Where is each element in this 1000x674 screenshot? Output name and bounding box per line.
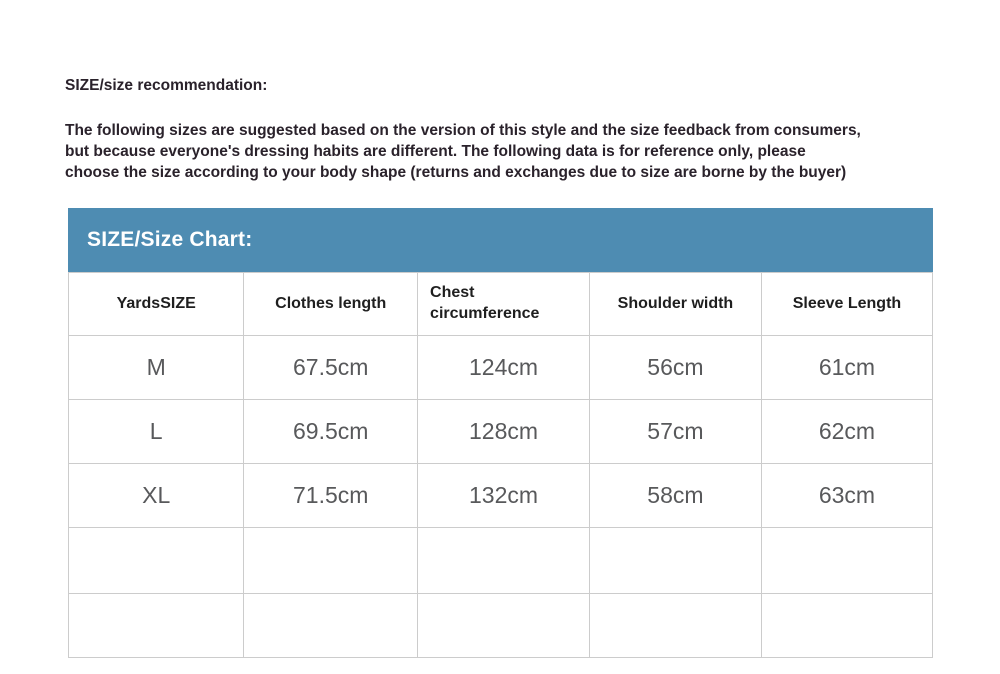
table-cell: 132cm	[418, 464, 590, 528]
size-chart-title: SIZE/Size Chart:	[87, 228, 253, 251]
table-cell: M	[69, 336, 244, 400]
table-cell	[69, 594, 244, 658]
intro-line-1: The following sizes are suggested based on the version of this style and the size feedback from consumers,	[65, 122, 861, 139]
intro-line-2: but because everyone's dressing habits are different. The following data is for reference only, please	[65, 143, 806, 160]
size-row-xl	[69, 464, 933, 528]
table-cell: 128cm	[418, 400, 590, 464]
intro-section	[65, 76, 940, 183]
table-cell: 57cm	[589, 400, 761, 464]
table-cell	[69, 528, 244, 594]
table-cell: 124cm	[418, 336, 590, 400]
size-row-l	[69, 400, 933, 464]
table-cell	[589, 528, 761, 594]
table-cell: 69.5cm	[244, 400, 418, 464]
header-row	[69, 273, 933, 336]
size-chart-section	[68, 208, 933, 658]
table-cell	[418, 528, 590, 594]
intro-line-3: choose the size according to your body shape (returns and exchanges due to size are borne by the buyer)	[65, 164, 847, 181]
size-row-m	[69, 336, 933, 400]
table-cell	[418, 594, 590, 658]
table-cell: XL	[69, 464, 244, 528]
table-cell: 58cm	[589, 464, 761, 528]
table-cell: L	[69, 400, 244, 464]
size-table	[68, 272, 933, 658]
col-header-chest-circumference: Chest circumference	[418, 273, 590, 336]
table-cell	[244, 594, 418, 658]
table-cell: 62cm	[761, 400, 932, 464]
table-cell	[761, 594, 932, 658]
table-cell	[589, 594, 761, 658]
col-header-sleeve-length: Sleeve Length	[761, 273, 932, 336]
table-cell: 61cm	[761, 336, 932, 400]
empty-row	[69, 528, 933, 594]
intro-title: SIZE/size recommendation:	[65, 77, 268, 94]
col-header-size: YardsSIZE	[69, 273, 244, 336]
table-cell	[761, 528, 932, 594]
col-header-shoulder-width: Shoulder width	[589, 273, 761, 336]
intro-paragraph	[65, 120, 940, 183]
col-header-clothes-length: Clothes length	[244, 273, 418, 336]
empty-row	[69, 594, 933, 658]
table-cell: 71.5cm	[244, 464, 418, 528]
table-cell: 67.5cm	[244, 336, 418, 400]
table-cell: 63cm	[761, 464, 932, 528]
table-cell: 56cm	[589, 336, 761, 400]
size-chart-header-bar	[68, 208, 933, 272]
table-cell	[244, 528, 418, 594]
